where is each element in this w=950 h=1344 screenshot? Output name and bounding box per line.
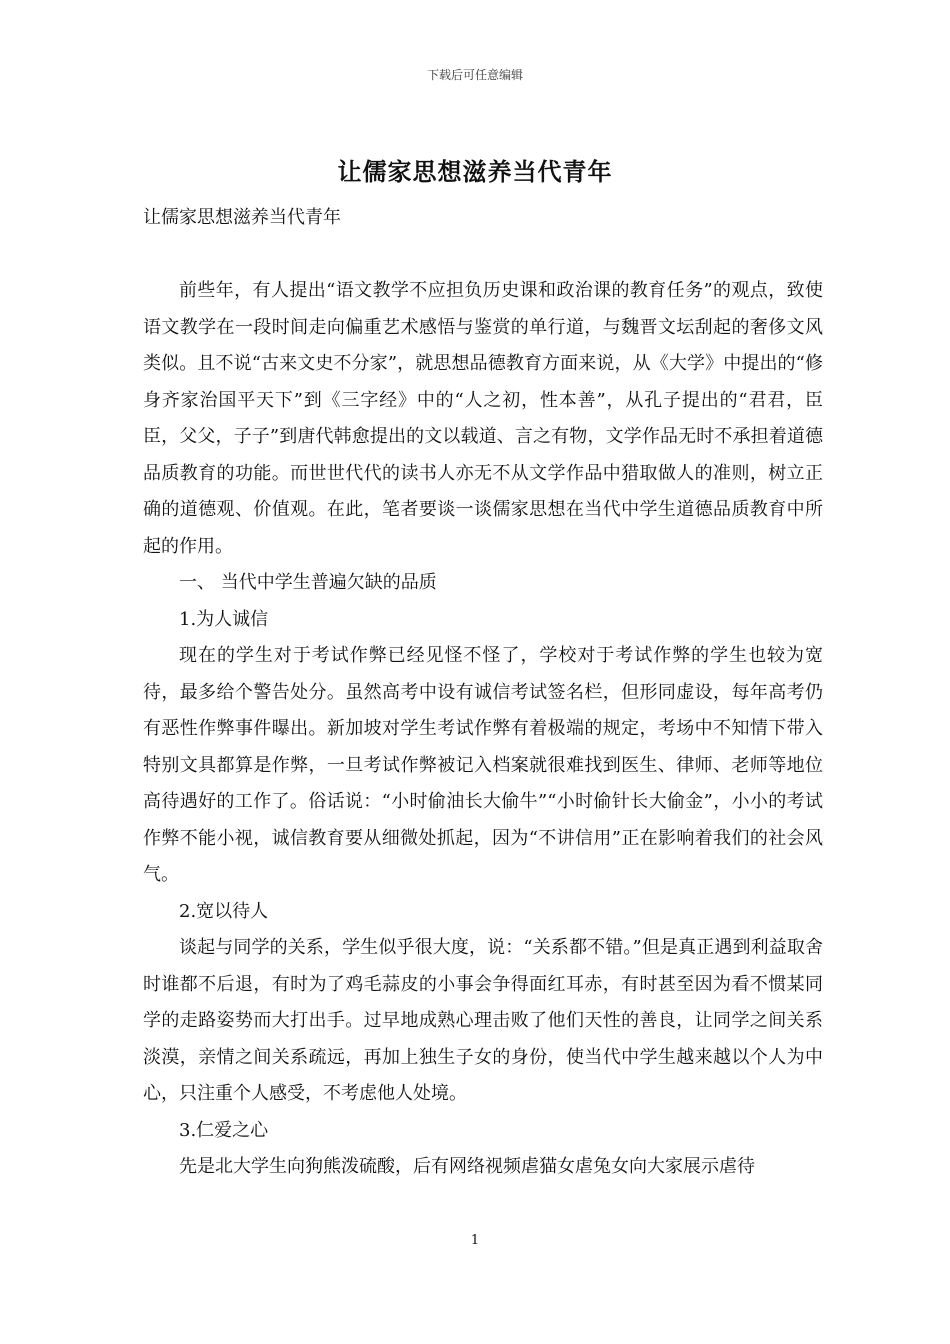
section-heading: 一、 当代中学生普遍欠缺的品质 [179, 572, 437, 593]
paragraph: 现在的学生对于考试作弊已经见怪不怪了，学校对于考试作弊的学生也较为宽待，最多给个警告处分。虽然高考中设有诚信考试签名栏，但形同虚设，每年高考仍有恶性作弊事件曝出。新加坡对学生考试作弊有着极端的规定，考场中不知情下带入特别文具都算是作弊，一旦考试作弊被记入档案就很难找到医生、律师、老师等地位高待遇好的工作了。俗话说：“小时偷油长大偷牛”“小时偷针长大偷金”，小小的考试作弊不能小视，诚信教育要从细微处抓起，因为“不讲信用”正在影响着我们的社会风气。 [143, 645, 823, 885]
page-header: 下载后可任意编辑 [426, 68, 523, 82]
subsection-heading: 1.为人诚信 [179, 608, 269, 630]
subsection-heading: 2.宽以待人 [179, 900, 269, 922]
document-body [143, 200, 823, 1186]
paragraph-intro: 前些年，有人提出“语文教学不应担负历史课和政治课的教育任务”的观点，致使语文教学在一段时间走向偏重艺术感悟与鉴赏的单行道，与魏晋文坛刮起的奢侈文风类似。且不说“古来文史不分家”，就思想品德教育方面来说，从《大学》中提出的“修身齐家治国平天下”到《三字经》中的“人之初，性本善”，从孔子提出的“君君，臣臣，父父，子子”到唐代韩愈提出的文以载道、言之有物，文学作品无时不承担着道德品质教育的功能。而世世代代的读书人亦无不从文学作品中猎取做人的准则，树立正确的道德观、价值观。在此，笔者要谈一谈儒家思想在当代中学生道德品质教育中所起的作用。 [143, 280, 823, 557]
document-title: 让儒家思想滋养当代青年 [337, 157, 613, 186]
page-number: 1 [470, 1233, 480, 1248]
paragraph: 谈起与同学的关系，学生似乎很大度，说：“关系都不错。”但是真正遇到利益取舍时谁都不后退，有时为了鸡毛蒜皮的小事会争得面红耳赤，有时甚至因为看不惯某同学的走路姿势而大打出手。过早地成熟心理击败了他们天性的善良，让同学之间关系淡漠，亲情之间关系疏远，再加上独生子女的身份，使当代中学生越来越以个人为中心，只注重个人感受，不考虑他人处境。 [143, 937, 823, 1104]
paragraph: 先是北大学生向狗熊泼硫酸，后有网络视频虐猫女虐兔女向大家展示虐待 [179, 1156, 755, 1177]
subtitle: 让儒家思想滋养当代青年 [143, 207, 341, 228]
subsection-heading: 3.仁爱之心 [179, 1119, 269, 1141]
